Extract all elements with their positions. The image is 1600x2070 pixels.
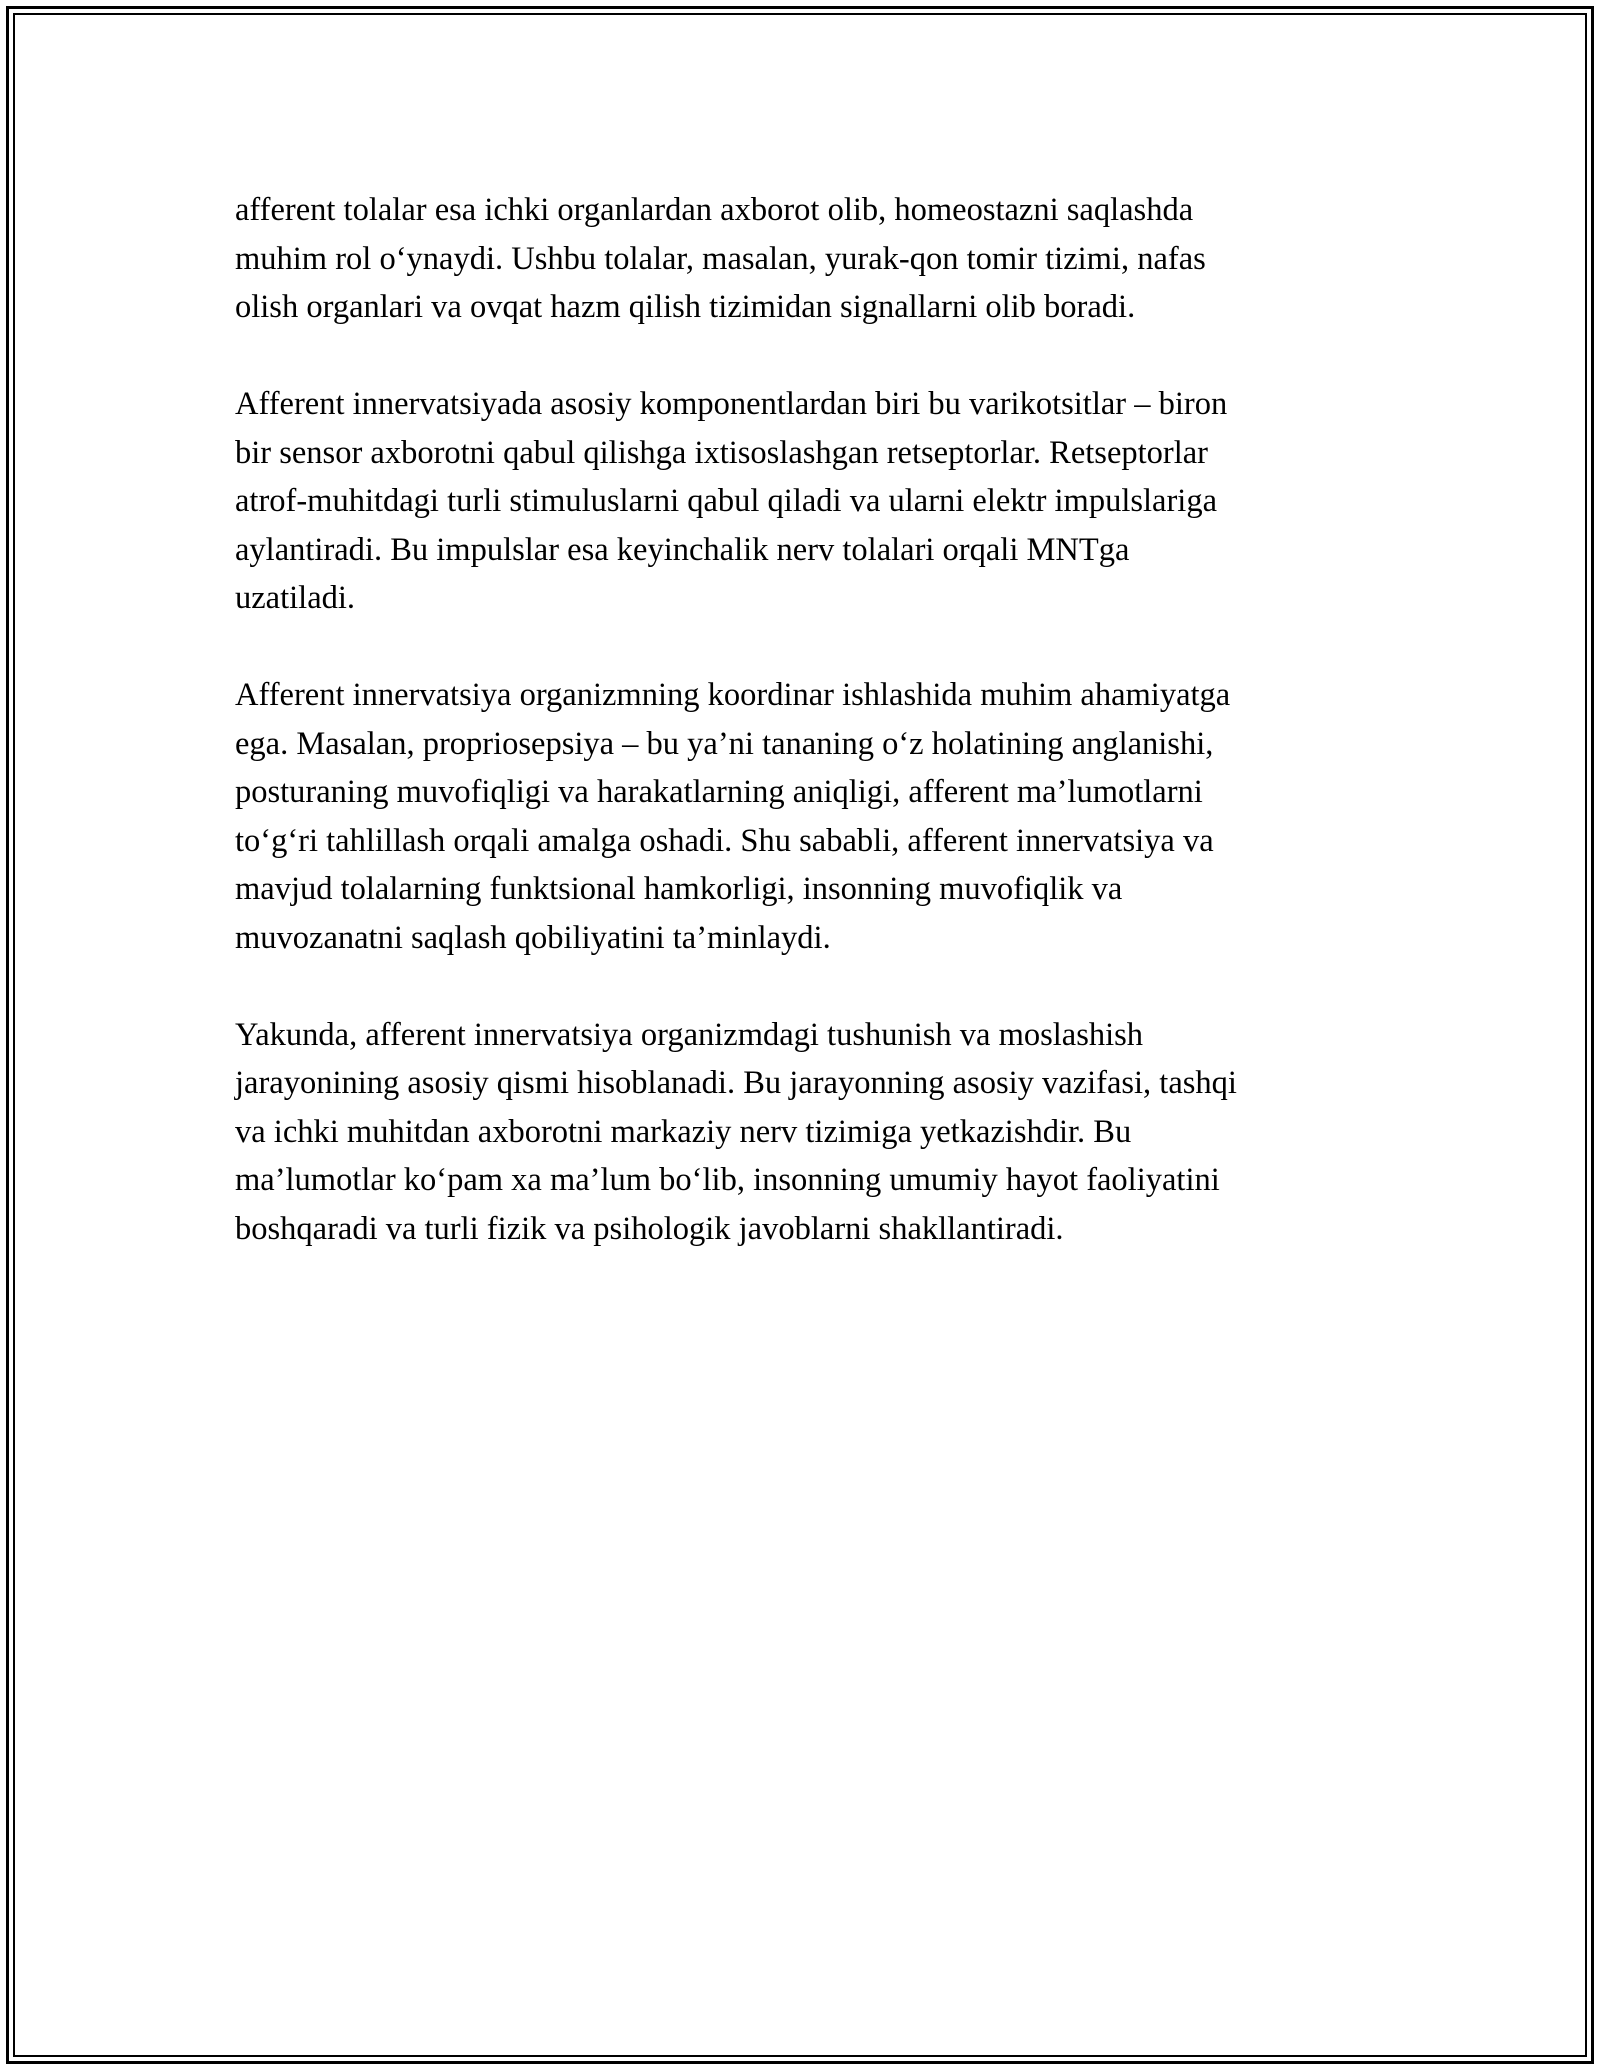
paragraph-afferent-fibers: afferent tolalar esa ichki organlardan axborot olib, homeostazni saqlashda muhim rol oʻynaydi. Ushbu tolalar, masalan, yurak-qon tomir tizimi, nafas olish organlari va ovqat hazm qilish tizimidan signallarni olib boradi. [235, 192, 1206, 325]
paragraph-conclusion: Yakunda, afferent innervatsiya organizmdagi tushunish va moslashish jarayonining asosiy qismi hisoblanadi. Bu jarayonning asosiy vazifasi, tashqi va ichki muhitdan axborotni markaziy nerv tizimiga yetkazishdir. Bu ma’lumotlar koʻpam xa ma’lum boʻlib, insonning umumiy hayot faoliyatini boshqaradi va turli fizik va psihologik javoblarni shakllantiradi. [235, 1016, 1237, 1247]
paragraph-proprioception: Afferent innervatsiya organizmning koordinar ishlashida muhim ahamiyatga ega. Masalan, propriosepsiya – bu ya’ni tananing oʻz holatining anglanishi, posturaning muvofiqligi va harakatlarning aniqligi, afferent ma’lumotlarni toʻgʻri tahlillash orqali amalga oshadi. Shu sababli, afferent innervatsiya va mavjud tolalarning funktsional hamkorligi, insonning muvofiqlik va muvozanatni saqlash qobiliyatini ta’minlaydi. [235, 677, 1231, 956]
paragraph-receptors: Afferent innervatsiyada asosiy komponentlardan biri bu varikotsitlar – biron bir sensor axborotni qabul qilishga ixtisoslashgan retseptorlar. Retseptorlar atrof-muhitdagi turli stimuluslarni qabul qiladi va ularni elektr impulslariga aylantiradi. Bu impulslar esa keyinchalik nerv tolalari orqali MNTga uzatiladi. [235, 386, 1228, 616]
document-body [235, 186, 1375, 1253]
